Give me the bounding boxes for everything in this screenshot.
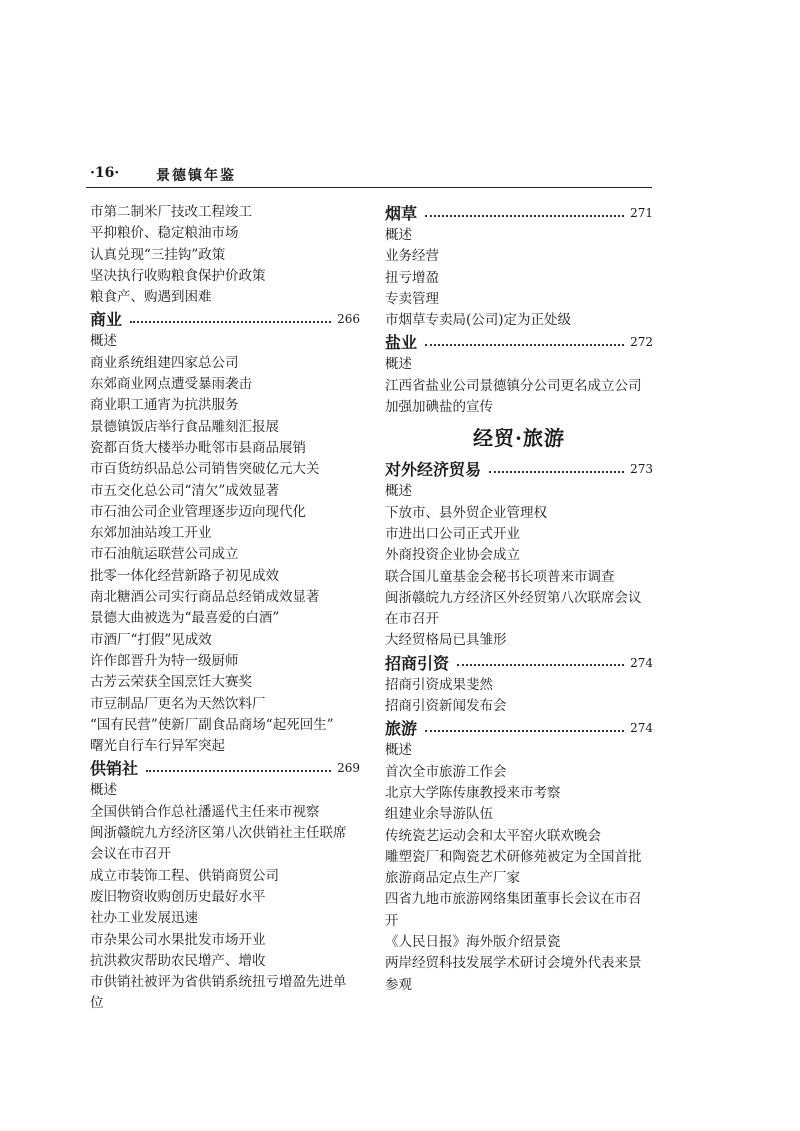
- dot-leader: [425, 215, 624, 217]
- toc-entry: 招商引资成果斐然: [385, 676, 493, 693]
- toc-entry: 市第二制米厂技改工程竣工: [90, 204, 252, 220]
- toc-entry: 市烟草专卖局(公司)定为正处级: [385, 312, 572, 329]
- toc-entry: 外商投资企业协会成立: [385, 547, 520, 564]
- toc-entry: 瓷都百货大楼举办毗邻市县商品展销: [90, 439, 306, 456]
- toc-entry: 商业系统组建四家总公司: [90, 354, 239, 371]
- toc-entry: 联合国儿童基金会秘书长项普来市调查: [385, 568, 615, 585]
- toc-page-number: 273: [630, 462, 653, 477]
- toc-heading-title: 烟草: [385, 204, 418, 223]
- section-title: 经贸·旅游: [473, 426, 565, 451]
- toc-entry: 组建业余导游队伍: [385, 806, 493, 823]
- toc-entry: 首次全市旅游工作会: [385, 763, 507, 780]
- toc-entry: 招商引资新闻发布会: [385, 698, 507, 715]
- toc-heading-title: 旅游: [385, 719, 418, 739]
- toc-entry: 下放市、县外贸企业管理权: [385, 504, 547, 521]
- toc-heading: [385, 202, 653, 225]
- toc-entry: 闽浙赣皖九方经济区第八次供销社主任联席: [90, 825, 347, 842]
- toc-entry: 景德镇饭店举行食品雕刻汇报展: [90, 418, 279, 435]
- toc-heading-title: 供销社: [90, 759, 139, 779]
- toc-entry: 概述: [385, 483, 412, 500]
- toc-entry: 景德大曲被选为“最喜爱的白酒”: [90, 610, 280, 627]
- toc-entry: 专卖管理: [385, 290, 439, 307]
- dot-leader: [457, 664, 624, 666]
- toc-entry: 市杂果公司水果批发市场开业: [90, 931, 266, 948]
- toc-entry: 坚决执行收购粮食保护价政策: [90, 267, 266, 284]
- toc-entry: 东郊加油站竣工开业: [90, 525, 212, 542]
- toc-entry: 成立市装饰工程、供销商贸公司: [90, 867, 279, 884]
- toc-page-number: 269: [337, 761, 360, 776]
- toc-entry: 江西省盐业公司景德镇分公司更名成立公司: [385, 377, 642, 394]
- toc-heading: [90, 308, 360, 331]
- toc-page-number: 271: [630, 206, 653, 220]
- toc-entry: 市石油航运联营公司成立: [90, 546, 239, 563]
- toc-entry: 市进出口公司正式开业: [385, 525, 520, 542]
- running-header: [86, 165, 652, 188]
- toc-page-number: 266: [337, 312, 360, 327]
- toc-entry: 废旧物资收购创历史最好水平: [90, 888, 266, 905]
- toc-entry: 古芳云荣获全国烹饪大赛奖: [90, 674, 252, 691]
- toc-entry: 曙光自行车行异军突起: [90, 738, 225, 755]
- page-number: ·16·: [90, 165, 120, 181]
- toc-heading-title: 招商引资: [385, 653, 450, 673]
- toc-entry: 认真兑现“三挂钩”政策: [90, 246, 226, 263]
- toc-entry: 南北糖酒公司实行商品总经销成效显著: [90, 589, 320, 606]
- toc-entry: 业务经营: [385, 248, 439, 265]
- toc-heading: [385, 652, 653, 675]
- toc-entry: 粮食产、购遇到困难: [90, 289, 212, 306]
- toc-right-column: [385, 202, 653, 996]
- dot-leader: [425, 344, 624, 346]
- toc-entry: “国有民营”使新厂副食品商场“起死回生”: [90, 716, 334, 733]
- toc-entry: 批零一体化经营新路子初见成效: [90, 567, 279, 584]
- toc-entry: 两岸经贸科技发展学术研讨会境外代表来景: [385, 955, 642, 972]
- toc-heading: [385, 717, 653, 740]
- toc-entry: 大经贸格局已具雏形: [385, 632, 507, 649]
- dot-leader: [425, 730, 624, 732]
- toc-entry: 雕塑瓷厂和陶瓷艺术研修苑被定为全国首批: [385, 848, 642, 865]
- toc-entry: 社办工业发展迅速: [90, 910, 198, 927]
- toc-page-number: 274: [630, 655, 653, 670]
- toc-entry: 平抑粮价、稳定粮油市场: [90, 225, 239, 242]
- toc-entry: 概述: [90, 333, 117, 350]
- toc-entry: 抗洪救灾帮助农民增产、增收: [90, 952, 266, 969]
- toc-entry: 概述: [90, 782, 117, 799]
- toc-entry: 闽浙赣皖九方经济区外经贸第八次联席会议: [385, 589, 642, 606]
- toc-heading-title: 对外经济贸易: [385, 460, 482, 480]
- toc-entry: 市豆制品厂更名为天然饮料厂: [90, 695, 266, 712]
- toc-entry: 市石油公司企业管理逐步迈向现代化: [90, 503, 306, 520]
- toc-entry: 全国供销合作总社潘遥代主任来市视察: [90, 803, 320, 820]
- toc-entry: 《人民日报》海外版介绍景瓷: [385, 934, 561, 951]
- dot-leader: [130, 321, 331, 323]
- dot-leader: [489, 471, 624, 473]
- toc-entry: 开: [385, 912, 399, 929]
- toc-entry: 位: [90, 995, 104, 1012]
- toc-entry: 旅游商品定点生产厂家: [385, 870, 520, 887]
- toc-heading-title: 盐业: [385, 333, 418, 353]
- toc-entry: 市五交化总公司“清欠”成效显著: [90, 482, 280, 499]
- toc-entry: 在市召开: [385, 611, 439, 628]
- toc-left-column: [90, 202, 360, 1015]
- toc-entry: 四省九地市旅游网络集团董事长会议在市召: [385, 891, 642, 908]
- toc-entry: 北京大学陈传康教授来市考察: [385, 784, 561, 801]
- toc-entry: 参观: [385, 976, 412, 993]
- toc-entry: 传统瓷艺运动会和太平窑火联欢晚会: [385, 827, 601, 844]
- toc-heading: [385, 458, 653, 481]
- book-title: 景德镇年鉴: [156, 168, 236, 184]
- toc-entry: 扭亏增盈: [385, 269, 439, 286]
- toc-heading: [385, 331, 653, 354]
- toc-entry: 商业职工通宵为抗洪服务: [90, 397, 239, 414]
- toc-heading-title: 商业: [90, 310, 123, 330]
- toc-entry: 概述: [385, 227, 412, 243]
- toc-entry: 市百货纺织品总公司销售突破亿元大关: [90, 461, 320, 478]
- toc-heading: [90, 757, 360, 780]
- toc-page-number: 272: [630, 335, 653, 350]
- dot-leader: [146, 770, 331, 772]
- toc-page-number: 274: [630, 721, 653, 736]
- toc-entry: 会议在市召开: [90, 846, 171, 863]
- toc-entry: 市供销社被评为省供销系统扭亏增盈先进单: [90, 974, 347, 991]
- toc-entry: 加强加碘盐的宣传: [385, 399, 493, 416]
- toc-entry: 东郊商业网点遭受暴雨袭击: [90, 376, 252, 393]
- toc-entry: 市酒厂“打假”见成效: [90, 631, 212, 648]
- toc-entry: 概述: [385, 742, 412, 759]
- toc-entry: 许作郎晋升为特一级厨师: [90, 652, 239, 669]
- toc-entry: 概述: [385, 356, 412, 373]
